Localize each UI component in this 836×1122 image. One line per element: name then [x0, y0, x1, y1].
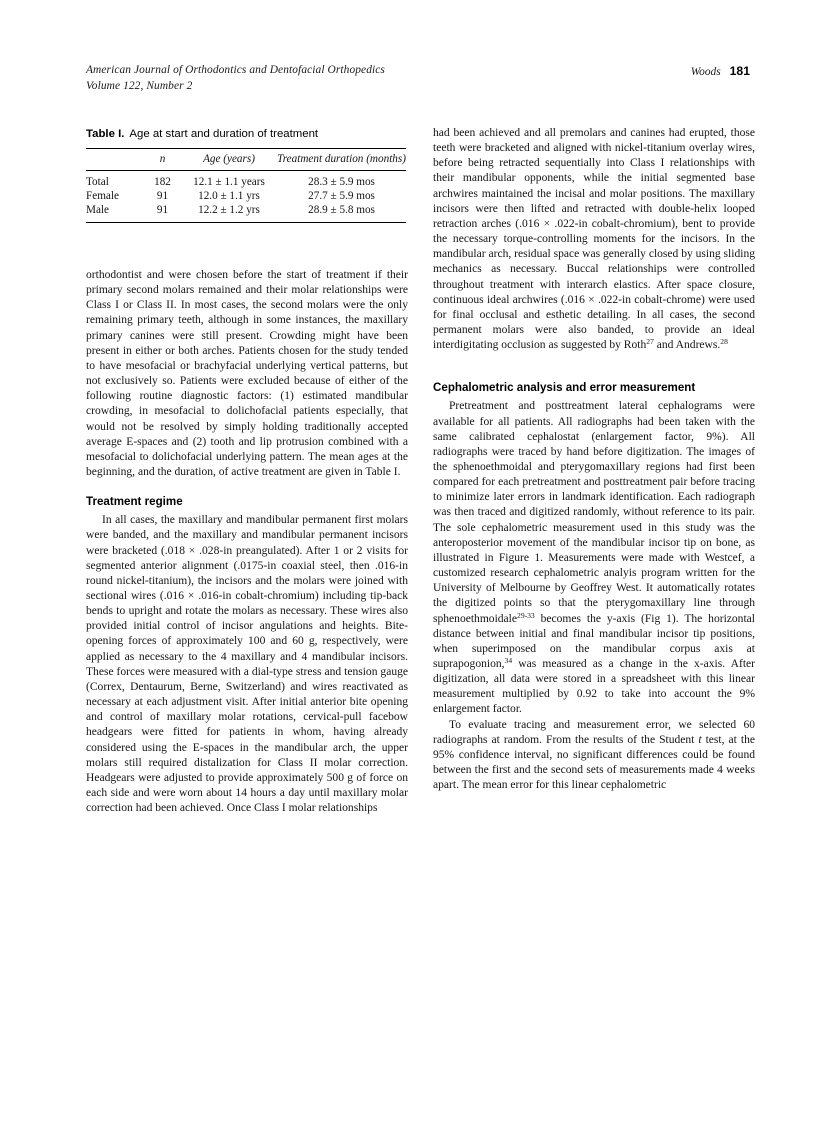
heading-treatment-regime: Treatment regime [86, 495, 183, 509]
row-duration: 27.7 ± 5.9 mos [308, 190, 375, 202]
table-age-duration [86, 148, 406, 223]
running-head-author: Woods [690, 66, 721, 78]
body-column-right [433, 126, 755, 793]
table-caption-label: Table I. [86, 128, 125, 140]
reference-marker-sphenoethmoidale: 29-33 [517, 610, 535, 620]
column-header-duration: Treatment duration (months) [277, 153, 406, 165]
paragraph-text-a: had been achieved and all premolars and canines had erupted, those teeth were bracketed and aligned with nickel-titanium overlay wires, before being retracted sequentially into Class I relationships with their mandibular opponents, while the initial segmented base archwires maintained the incisal and molar positions. The maxillary incisors were then lifted and retracted with double-helix looped retraction arches (.016 × .022-in cobalt-chromium), bent to provide the necessary torque-controlling moments for the incisors. In the mandibular arch, residual space was generally closed by using sliding mechanics as necessary. Buccal relationships were controlled throughout treatment with interarch elastics. After space closure, continuous ideal archwires (.016 × .022-in cobalt-chrome) were used for final occlusal and esthetic detailing. In all cases, the second permanent molars were also banded, to provide an ideal interdigitating occlusion as suggested by Roth [433, 127, 755, 352]
ceph-text-a: Pretreatment and posttreatment lateral cephalograms were available for all patients. All radiographs had been taken with the same calibrated cephalostat (enlargement factor, 9%). All radiographs were traced by hand before digitization. The images of the sphenoethmoidal and pterygomaxillary regions had first been compared for each pretreatment and posttreatment pair before tracing to minimize later errors in landmark identification. Each radiograph was then traced and digitized randomly, without reference to its pair. The sole cephalometric measurement used in this study was the anteroposterior movement of the mandibular incisor tip on bone, as illustrated in Figure 1. Measurements were made with Westcef, a customized research cephalometric analyis program written for the University of Melbourne by Geoffrey West. It automatically rotates the digitized points so that the pterygomaxillary line through sphenoethmoidale [433, 400, 755, 625]
row-n: 182 [154, 176, 171, 188]
row-age: 12.0 ± 1.1 yrs [198, 190, 260, 202]
table-row [86, 189, 406, 203]
error-text-b: test, at the 95% confidence interval, no significant differences could be found between the first and the second sets of measurements made 4 weeks apart. The mean error for this linear cephalometric [433, 733, 755, 792]
running-head-left [86, 63, 385, 94]
ceph-text-b: becomes the y-axis (Fig 1). The horizontal distance between initial and final mandibular incisor tip positions, when superimposed on the mandibular corpus axis at suprapogonion, [433, 612, 755, 670]
journal-title: American Journal of Orthodontics and Dentofacial Orthopedics [86, 64, 385, 76]
page-number: 181 [729, 64, 750, 78]
row-n: 91 [156, 204, 169, 216]
column-header-age: Age (years) [203, 153, 255, 165]
ceph-text-c: was measured as a change in the x-axis. After digitization, all data were stored in a spreadsheet with this linear measurement multiplied by 0.92 to take into account the 9% enlargement factor. [433, 658, 755, 716]
error-text-a: To evaluate tracing and measurement error, we selected 60 radiographs at random. From the results of the Student [433, 718, 755, 746]
table-row [86, 203, 406, 223]
row-label: Female [86, 190, 119, 202]
volume-issue: Volume 122, Number 2 [86, 79, 193, 92]
table-caption-text: Age at start and duration of treatment [129, 128, 319, 140]
paragraph-treatment-continued [433, 126, 755, 353]
row-age: 12.2 ± 1.2 yrs [198, 204, 260, 216]
row-duration: 28.9 ± 5.8 mos [308, 204, 375, 216]
row-label: Total [86, 176, 109, 188]
row-n: 91 [156, 190, 169, 202]
table-row [86, 171, 406, 190]
running-head-right [691, 63, 750, 81]
row-duration: 28.3 ± 5.9 mos [308, 176, 375, 188]
heading-cephalometric-analysis: Cephalometric analysis and error measurement [433, 381, 696, 395]
paragraph-methods-continued: orthodontist and were chosen before the start of treatment if their primary second molars remained and their molar relationships were Class I or Class II. In most cases, the second molars were the only remaining primary teeth, although in some instances, the maxillary primary canines were still present. Crowding might have been present in either or both arches. Patients chosen for the study tended to have mesofacial or brachyfacial underlying vertical patterns, but not exclusively so. Patients were excluded because of either of the following routine diagnostic factors: (1) estimated mandibular crowding, in mesofacial to dolichofacial patients especially, that would not be resolved by simply holding traditionally accepted average E-spaces and (2) tooth and lip protrusion combined with a mesofacial to dolichofacial underlying pattern. The mean ages at the beginning, and the duration, of active treatment are given in Table I. [86, 269, 408, 479]
reference-marker-andrews: 28 [720, 337, 728, 347]
table-1-block [86, 128, 406, 223]
body-column-left [86, 268, 408, 816]
column-header-blank [86, 149, 144, 171]
table-header-row [86, 149, 406, 171]
reference-marker-suprapogonion: 34 [504, 656, 513, 665]
paragraph-treatment-regime: In all cases, the maxillary and mandibular permanent first molars were banded, and the maxillary and mandibular permanent incisors were bracketed (.018 × .028-in preangulated). After 1 or 2 visits for segmented anterior alignment (.0175-in coaxial steel, then .016-in round nickel-titanium), the incisors and the molars were joined with sectional wires (.016 × .016-in cobalt-chromium) including tip-back bends to upright and rotate the molars as necessary. These wires also provided initial control of incisor angulations and heights. Bite-opening forces of approximately 100 and 60 g, respectively, were applied as necessary to the 4 maxillary and 4 mandibular incisors. These forces were measured with a dial-type stress and tension gauge (Correx, Dentaurum, Berne, Switzerland) and wires reactivated as necessary at each adjustment visit. After initial anterior bite opening and control of maxillary molar rotations, cervical-pull facebow headgears were fitted for patients in whom, having already considered using the E-spaces in the mandibular arch, the upper molars still required distalization for Class II molar correction. Headgears were adjusted to provide approximately 500 g of force on each side and were worn about 14 hours a day until maxillary molar correction had been achieved. Once Class I molar relationships [86, 514, 408, 815]
table-caption [86, 128, 406, 140]
column-header-n: n [159, 153, 166, 165]
paragraph-error-evaluation [433, 718, 755, 794]
table-head [86, 149, 406, 171]
table-body [86, 171, 406, 223]
reference-marker-roth: 27 [646, 337, 654, 347]
row-label: Male [86, 204, 109, 216]
paragraph-cephalometric [433, 399, 755, 717]
running-head [86, 63, 750, 97]
row-age: 12.1 ± 1.1 years [193, 176, 265, 188]
statistic-symbol-t: t [698, 733, 702, 746]
paragraph-text-b: and Andrews. [653, 339, 721, 352]
